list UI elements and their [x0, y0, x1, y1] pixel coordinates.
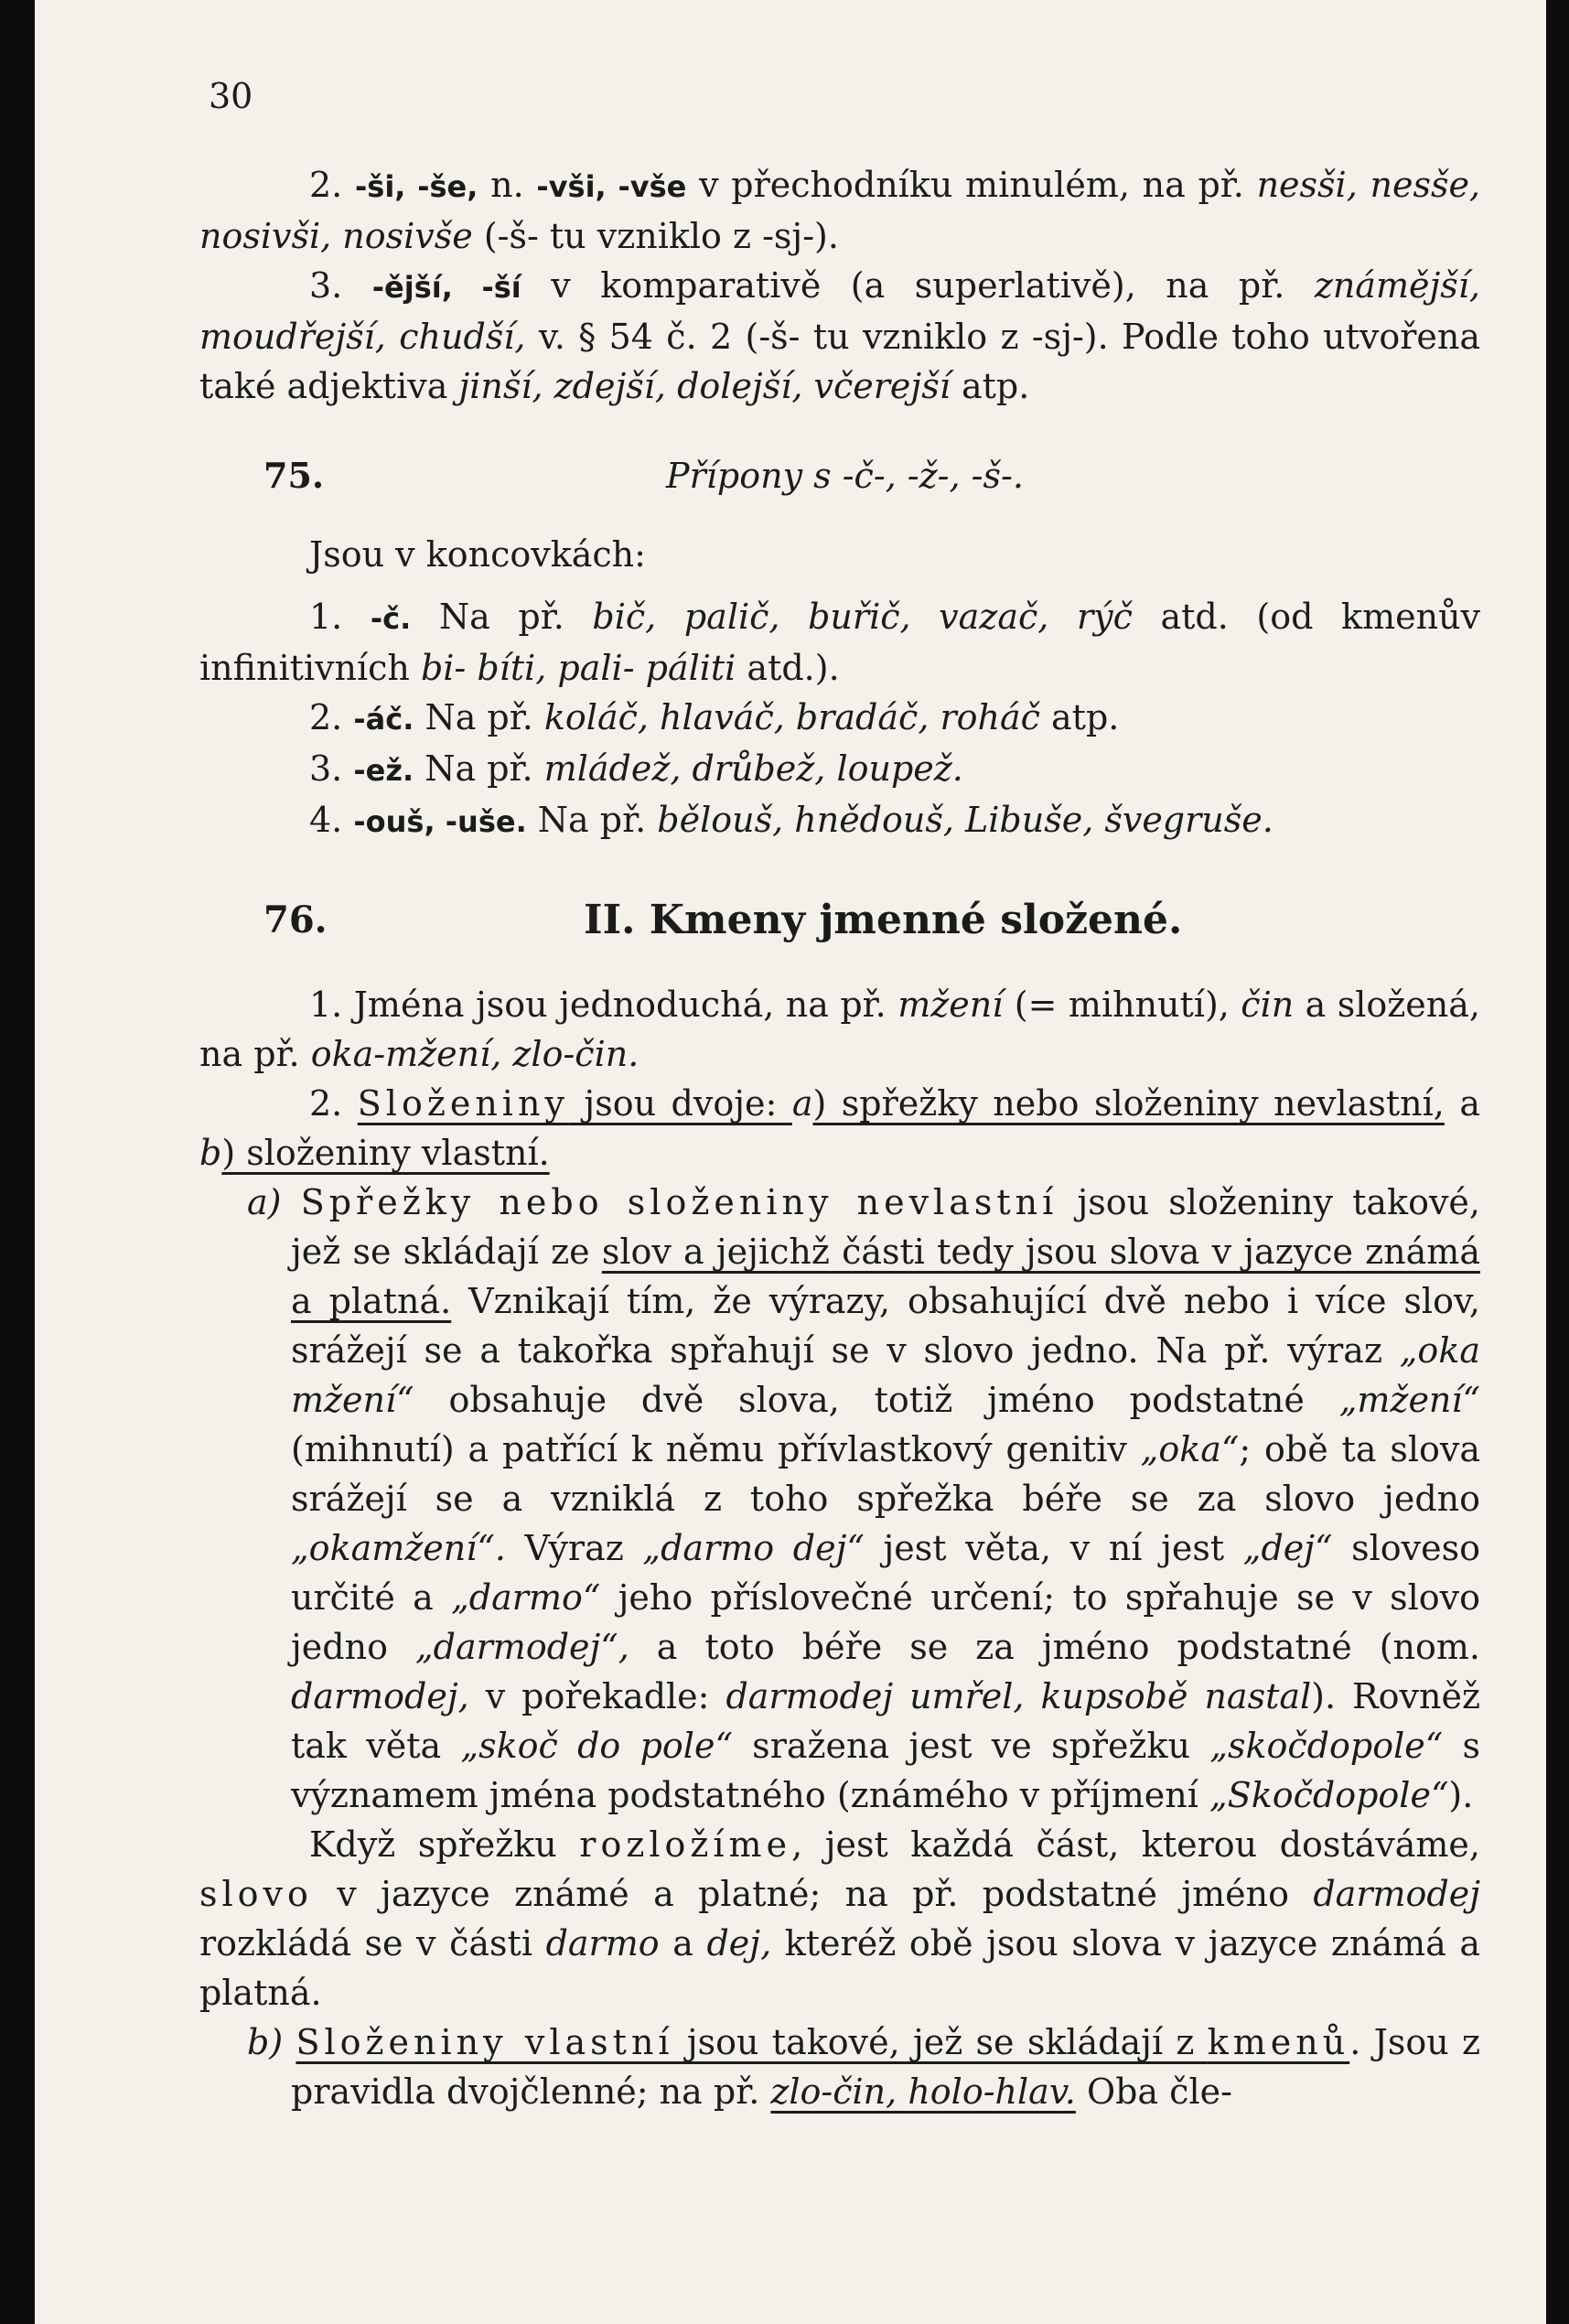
item-75-1: 1. -č. Na př. bič, palič, buřič, vazač, rýč atd. (od kmenův infinitivních bi- bíti, pali- páliti atd.).: [199, 597, 1481, 688]
section-76-b: b) Složeniny vlastní jsou takové, jež se skládají z kmenů. Jsou z pravidla dvojčlenné; na př. zlo-čin, holo-hlav. Oba čle-: [247, 2022, 1480, 2112]
section-76-p1: 1. Jména jsou jednoduchá, na př. mžení (= mihnutí), čin a složená, na př. oka-mžení, zlo-čin.: [199, 984, 1481, 1074]
section-75-number: 75.: [263, 455, 325, 496]
section-76-number: 76.: [263, 898, 328, 941]
item-75-3: 3. -ež. Na př. mládež, drůbež, loupež.: [309, 748, 963, 789]
section-76-p2: 2. Složeniny jsou dvoje: a) spřežky nebo složeniny nevlastní, a b) složeniny vlastní.: [199, 1083, 1480, 1173]
item-75-2: 2. -áč. Na př. koláč, hlaváč, bradáč, roháč atp.: [309, 697, 1120, 737]
section-75-intro: Jsou v koncovkách:: [309, 534, 646, 575]
section-76-rozlozime: Když spřežku rozložíme, jest každá část, kterou dostáváme, slovo v jazyce známé a platné; na př. podstatné jméno darmodej rozkládá se v části darmo a dej, kteréž obě jsou slova v jazyce známá a platná.: [199, 1824, 1481, 2013]
section-76-a: a) Spřežky nebo složeniny nevlastní jsou složeniny takové, jež se skládají ze slov a jejichž části tedy jsou slova v jazyce známá a platná. Vznikají tím, že výrazy, obsahující dvě nebo i více slov, srážejí se a takořka spřahují se v slovo jedno. Na př. výraz „oka mžení“ obsahuje dvě slova, totiž jméno podstatné „mžení“ (mihnutí) a patřící k němu přívlastkový genitiv „oka“; obě ta slova srážejí se a vzniklá z toho spřežka béře se za slovo jedno „okamžení“. Výraz „darmo dej“ jest věta, v ní jest „dej“ sloveso určité a „darmo“ jeho příslovečné určení; to spřahuje se v slovo jedno „darmodej“, a toto béře se za jméno podstatné (nom. darmodej, v pořekadle: darmodej umřel, kupsobě nastal). Rovněž tak věta „skoč do pole“ sražena jest ve spřežku „skočdopole“ s významem jména podstatného (známého v příjmení „Skočdopole“).: [247, 1182, 1481, 1815]
page-number: 30: [209, 76, 253, 116]
section-76-heading: [199, 896, 1480, 956]
page-content: [199, 160, 1480, 2116]
item-74-2: 2. -ši, -še, n. -vši, -vše v přechodníku minulém, na př. nesši, nesše, nosivši, nosivše (-š- tu vzniklo z -sj-).: [199, 165, 1481, 256]
item-75-4: 4. -ouš, -uše. Na př. bělouš, hnědouš, Libuše, švegruše.: [309, 800, 1273, 840]
book-page: [35, 0, 1546, 2324]
item-74-3: 3. -ější, -ší v komparativě (a superlativě), na př. známější, moudřejší, chudší, v. § 54 č. 2 (-š- tu vzniklo z -sj-). Podle toho utvořena také adjektiva jinší, zdejší, dolejší, včerejší atp.: [199, 265, 1480, 406]
section-76-title: II. Kmeny jmenné složené.: [584, 897, 1183, 943]
section-75-title: Přípony s -č-, -ž-, -š-.: [666, 456, 1024, 496]
section-75-heading: [199, 451, 1480, 506]
